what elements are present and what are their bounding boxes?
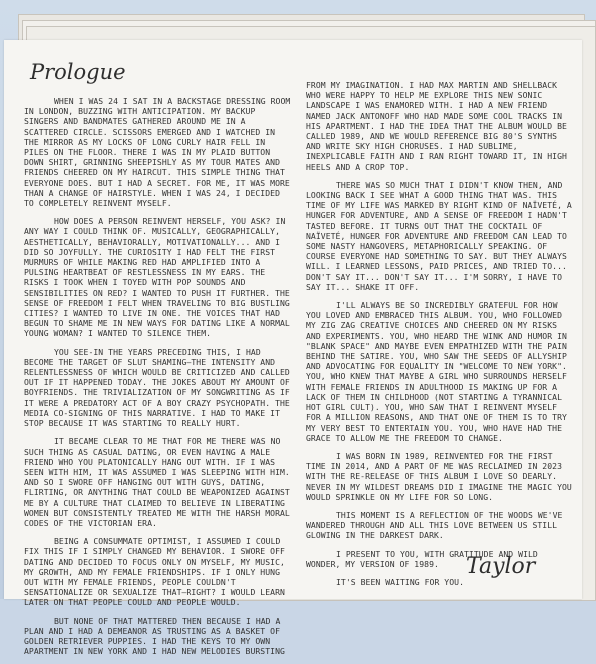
paragraph: YOU SEE-IN THE YEARS PRECEDING THIS, I HAD BECOME THE TARGET OF SLUT SHAMING—THE INTENSITY AND RELENTLESSNESS OF WHICH WOULD BE CRITICIZED AND CALLED OUT IF IT HAPPENED TODAY. THE JOKES ABOUT MY AMOUNT OF BOYFRIENDS. THE TRIVIALIZATION OF MY SONGWRITING AS IF IT WERE A PREDATORY ACT OF A BOY CRAZY PSYCHOPATH. THE MEDIA CO-SIGNING OF THIS NARRATIVE. I HAD TO MAKE IT STOP BECAUSE IT WAS STARTING TO REALLY HURT.	[24, 346, 290, 429]
page-title: Prologue	[30, 60, 126, 84]
paragraph: WHEN I WAS 24 I SAT IN A BACKSTAGE DRESSING ROOM IN LONDON, BUZZING WITH ANTICIPATION. MY BACKUP SINGERS AND BANDMATES GATHERED AROUND ME IN A SCATTERED CIRCLE. SCISSORS EMERGED AND I WATCHED IN THE MIRROR AS MY LOCKS OF LONG CURLY HAIR FELL IN PILES ON THE FLOOR. THERE I WAS IN MY PLAID BUTTON DOWN SHIRT, GRINNING SHEEPISHLY AS MY TOUR MATES AND FRIENDS CHEERED ON MY HAIRCUT. THIS SIMPLE THING THAT EVERYONE DOES. BUT I HAD A SECRET. FOR ME, IT WAS MORE THAN A CHANGE OF HAIRSTYLE. WHEN I WAS 24, I DECIDED TO COMPLETELY REINVENT MYSELF.	[24, 96, 291, 209]
paragraph: I PRESENT TO YOU, WITH GRATITUDE AND WILD WONDER, MY VERSION OF 1989.	[306, 548, 538, 569]
paragraph: I'LL ALWAYS BE SO INCREDIBLY GRATEFUL FOR HOW YOU LOVED AND EMBRACED THIS ALBUM. YOU, WHO FOLLOWED MY ZIG ZAG CREATIVE CHOICES AND CHEERED ON MY RISKS AND EXPERIMENTS. YOU, WHO HEARD THE WINK AND HUMOR IN "BLANK SPACE" AND MAYBE EVEN EMPATHIZED WITH THE PAIN BEHIND THE SATIRE. YOU, WHO SAW THE SEEDS OF ALLYSHIP AND ADVOCATING FOR EQUALITY IN "WELCOME TO NEW YORK". YOU, WHO KNEW THAT MAYBE A GIRL WHO SURROUNDS HERSELF WITH FEMALE FRIENDS IN ADULTHOOD IS MAKING UP FOR A LACK OF THEM IN CHILDHOOD (NOT STARTING A TYRANNICAL HOT GIRL CULT). YOU, WHO SAW THAT I REINVENT MYSELF FOR A MILLION REASONS, AND THAT ONE OF THEM IS TO TRY MY VERY BEST TO ENTERTAIN YOU. YOU, WHO HAVE HAD THE GRACE TO ALLOW ME THE FREEDOM TO CHANGE.	[306, 300, 567, 443]
right-column	[306, 80, 574, 595]
paragraph: I WAS BORN IN 1989, REINVENTED FOR THE FIRST TIME IN 2014, AND A PART OF ME WAS RECLAIMED IN 2023 WITH THE RE-RELEASE OF THIS ALBUM I LOVE SO DEARLY. NEVER IN MY WILDEST DREAMS DID I IMAGINE THE MAGIC YOU WOULD SPRINKLE ON MY LIFE FOR SO LONG.	[306, 450, 572, 502]
paragraph: BEING A CONSUMMATE OPTIMIST, I ASSUMED I COULD FIX THIS IF I SIMPLY CHANGED MY BEHAVIOR. I SWORE OFF DATING AND DECIDED TO FOCUS ONLY ON MYSELF, MY MUSIC, MY GROWTH, AND MY FEMALE FRIENDSHIPS. IF I ONLY HUNG OUT WITH MY FEMALE FRIENDS, PEOPLE COULDN'T SENSATIONALIZE OR SEXUALIZE THAT—RIGHT? I WOULD LEARN LATER ON THAT PEOPLE COULD AND PEOPLE WOULD.	[24, 536, 285, 608]
paragraph: BUT NONE OF THAT MATTERED THEN BECAUSE I HAD A PLAN AND I HAD A DEMEANOR AS TRUSTING AS A BASKET OF GOLDEN RETRIEVER PUPPIES. I HAD THE KEYS TO MY OWN APARTMENT IN NEW YORK AND I HAD NEW MELODIES BURSTING	[24, 615, 285, 657]
paragraph: THIS MOMENT IS A REFLECTION OF THE WOODS WE'VE WANDERED THROUGH AND ALL THIS LOVE BETWEEN US STILL GLOWING IN THE DARKEST DARK.	[306, 509, 563, 541]
signature: Taylor	[466, 554, 536, 579]
left-column	[24, 96, 292, 664]
paragraph: THERE WAS SO MUCH THAT I DIDN'T KNOW THEN, AND LOOKING BACK I SEE WHAT A GOOD THING THAT WAS. THIS TIME OF MY LIFE WAS MARKED BY RIGHT KIND OF NAÏVETÉ, A HUNGER FOR ADVENTURE, AND A SENSE OF FREEDOM I HADN'T TASTED BEFORE. IT TURNS OUT THAT THE COCKTAIL OF NAÏVETÉ, HUNGER FOR ADVENTURE AND FREEDOM CAN LEAD TO SOME NASTY HANGOVERS, METAPHORICALLY SPEAKING. OF COURSE EVERYONE HAD SOMETHING TO SAY. BUT THEY ALWAYS WILL. I LEARNED LESSONS, PAID PRICES, AND TRIED TO... DON'T SAY IT... DON'T SAY IT... I'M SORRY, I HAVE TO SAY IT... SHAKE IT OFF.	[306, 179, 572, 292]
paragraph: IT BECAME CLEAR TO ME THAT FOR ME THERE WAS NO SUCH THING AS CASUAL DATING, OR EVEN HAVING A MALE FRIEND WHO YOU PLATONICALLY HANG OUT WITH. IF I WAS SEEN WITH HIM, IT WAS ASSUMED I WAS SLEEPING WITH HIM. AND SO I SWORE OFF HANGING OUT WITH GUYS, DATING, FLIRTING, OR ANYTHING THAT COULD BE WEAPONIZED AGAINST ME BY A CULTURE THAT CLAIMED TO BELIEVE IN LIBERATING WOMEN BUT CONSISTENTLY TREATED ME WITH THE HARSH MORAL CODES OF THE VICTORIAN ERA.	[24, 436, 290, 528]
paragraph: HOW DOES A PERSON REINVENT HERSELF, YOU ASK? IN ANY WAY I COULD THINK OF. MUSICALLY, GEOGRAPHICALLY, AESTHETICALLY, BEHAVIORALLY, MOTIVATIONALLY... AND I DID SO JOYFULLY. THE CURIOSITY I HAD FELT THE FIRST MURMURS OF WHILE MAKING RED HAD AMPLIFIED INTO A PULSING HEARTBEAT OF RESTLESSNESS IN MY EARS. THE RISKS I TOOK WHEN I TOYED WITH POP SOUNDS AND SENSIBILITIES ON RED? I WANTED TO PUSH IT FURTHER. THE SENSE OF FREEDOM I FELT WHEN TRAVELING TO BIG BUSTLING CITIES? I WANTED TO LIVE IN ONE. THE VOICES THAT HAD BEGUN TO SHAME ME IN NEW WAYS FOR DATING LIKE A NORMAL YOUNG WOMAN? I WANTED TO SILENCE THEM.	[24, 216, 290, 339]
paragraph: FROM MY IMAGINATION. I HAD MAX MARTIN AND SHELLBACK WHO WERE HAPPY TO HELP ME EXPLORE THIS NEW SONIC LANDSCAPE I WAS ENAMORED WITH. I HAD A NEW FRIEND NAMED JACK ANTONOFF WHO HAD MADE SOME COOL TRACKS IN HIS APARTMENT. I HAD THE IDEA THAT THE ALBUM WOULD BE CALLED 1989, AND WE WOULD REFERENCE BIG 80'S SYNTHS AND WRITE SKY HIGH CHORUSES. I HAD SUBLIME, INEXPLICABLE FAITH AND I RAN RIGHT TOWARD IT, IN HIGH HEELS AND A CROP TOP.	[306, 80, 567, 172]
paragraph: IT'S BEEN WAITING FOR YOU.	[336, 576, 464, 587]
